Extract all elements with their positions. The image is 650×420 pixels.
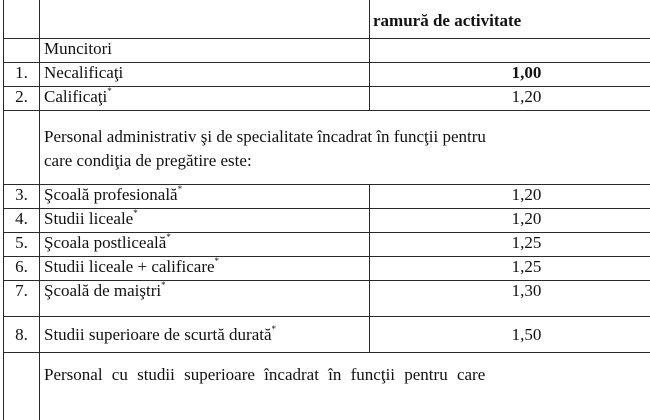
table-row	[4, 185, 650, 209]
row-label: Şcoală de maiştri*	[40, 281, 370, 317]
row-value: 1,00	[370, 63, 650, 87]
table-header-row	[4, 0, 650, 39]
row-value: 1,50	[370, 317, 650, 353]
table-row	[4, 87, 650, 111]
row-label: Şcoală profesională*	[40, 185, 370, 209]
table-row	[4, 209, 650, 233]
section-text-studii-superioare	[40, 353, 650, 420]
row-label: Necalificaţi	[40, 63, 370, 87]
row-number: 1.	[4, 63, 40, 87]
header-line-2: ramură de activitate	[373, 11, 522, 30]
row-number: 4.	[4, 209, 40, 233]
section-title-muncitori: Muncitori	[40, 39, 370, 63]
section-line-2: care condiţia de pregătire este:	[44, 151, 252, 170]
header-cell-number	[4, 0, 40, 39]
row-value: 1,20	[370, 209, 650, 233]
header-cell-label	[40, 0, 370, 39]
table-row	[4, 257, 650, 281]
section-text-personal-administrativ	[40, 111, 650, 185]
row-label: Şcoala postliceală*	[40, 233, 370, 257]
row-value: 1,25	[370, 233, 650, 257]
table-row	[4, 233, 650, 257]
row-label: Studii liceale + calificare*	[40, 257, 370, 281]
header-cell-coefficient	[370, 0, 650, 39]
row-number: 2.	[4, 87, 40, 111]
section-line-1: Personal administrativ şi de specialitate încadrat în funcţii pentru	[44, 127, 486, 146]
table-row	[4, 317, 650, 353]
row-number: 5.	[4, 233, 40, 257]
row-number: 8.	[4, 317, 40, 353]
row-number: 3.	[4, 185, 40, 209]
row-label: Calificaţi*	[40, 87, 370, 111]
row-value: 1,30	[370, 281, 650, 317]
row-label: Studii liceale*	[40, 209, 370, 233]
row-value: 1,25	[370, 257, 650, 281]
row-label: Studii superioare de scurtă durată*	[40, 317, 370, 353]
row-number: 6.	[4, 257, 40, 281]
row-value: 1,20	[370, 87, 650, 111]
coefficient-table	[3, 0, 650, 420]
section-row-personal-administrativ	[4, 111, 650, 185]
section-row-studii-superioare	[4, 353, 650, 420]
table-row	[4, 281, 650, 317]
row-value: 1,20	[370, 185, 650, 209]
row-number: 7.	[4, 281, 40, 317]
section-line-1: Personal cu studii superioare încadrat în funcţii pentru care	[44, 365, 486, 384]
table-row	[4, 63, 650, 87]
section-row-muncitori	[4, 39, 650, 63]
